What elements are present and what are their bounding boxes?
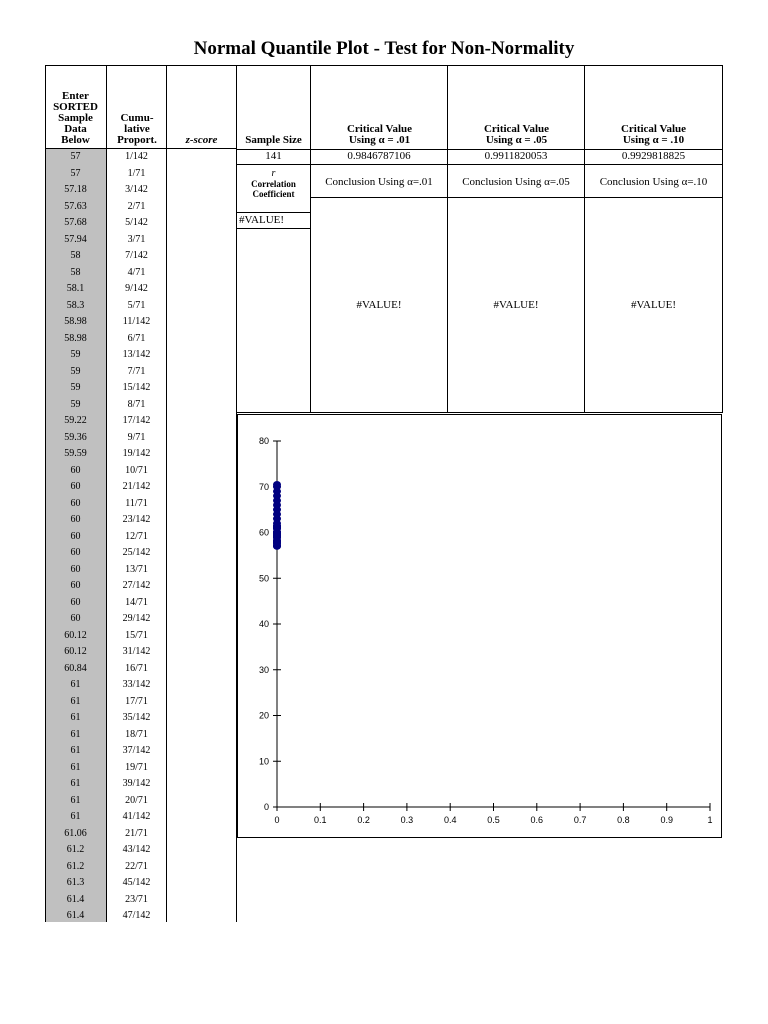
table-row [45, 644, 237, 661]
cumulative-proportion: 15/71 [125, 629, 148, 641]
table-row [45, 413, 237, 430]
data-value[interactable]: 61 [70, 679, 81, 690]
data-value[interactable]: 57.18 [64, 184, 87, 195]
data-value[interactable]: 60 [70, 530, 81, 542]
table-row [45, 298, 237, 315]
cumulative-proportion: 11/71 [125, 497, 148, 509]
cumulative-proportion: 19/142 [122, 448, 151, 459]
data-value[interactable]: 59 [70, 349, 81, 360]
data-value[interactable]: 61.4 [66, 910, 85, 921]
table-row [45, 265, 237, 282]
cumulative-proportion: 16/71 [125, 662, 148, 674]
data-value[interactable]: 58 [70, 250, 81, 261]
table-row [45, 677, 237, 694]
data-value[interactable]: 61 [70, 778, 81, 789]
header-cv-05: Critical Value Using α = .05 [483, 123, 550, 146]
corr-value: #VALUE! [239, 214, 285, 226]
table-row [45, 628, 237, 645]
table-row [45, 875, 237, 892]
table-row [45, 578, 237, 595]
cumulative-proportion: 18/71 [125, 728, 148, 740]
table-row [45, 908, 237, 925]
table-row [45, 149, 237, 166]
data-value[interactable]: 59 [70, 365, 81, 377]
table-row [45, 281, 237, 298]
corr-label-line1: Correlation [251, 179, 296, 189]
data-value[interactable]: 61 [70, 745, 81, 756]
header-cv-10: Critical Value Using α = .10 [620, 123, 687, 146]
x-tick-label: 1 [707, 815, 713, 825]
header-data: Enter SORTED Sample Data Below [53, 90, 98, 146]
table-row [45, 743, 237, 760]
data-value[interactable]: 61 [70, 712, 81, 723]
data-value[interactable]: 57.68 [64, 217, 87, 228]
cumulative-proportion: 9/142 [125, 283, 148, 294]
data-value[interactable]: 59 [70, 398, 81, 410]
table-row [45, 347, 237, 364]
data-value[interactable]: 60 [70, 580, 81, 591]
table-row [45, 479, 237, 496]
data-value[interactable]: 61 [70, 811, 81, 822]
x-tick-label: 0.5 [487, 815, 500, 825]
cumulative-proportion: 2/71 [127, 200, 146, 212]
data-value[interactable]: 58.98 [64, 316, 87, 327]
y-tick-label: 50 [258, 573, 269, 584]
table-row [45, 182, 237, 199]
x-tick-label: 0.6 [530, 815, 544, 825]
summary-divider-3 [584, 65, 585, 412]
data-value[interactable]: 60 [70, 563, 81, 575]
conclusion-value-01: #VALUE! [356, 299, 402, 311]
cumulative-proportion: 1/142 [125, 151, 148, 162]
x-tick-label: 0.9 [660, 815, 673, 825]
cumulative-proportion: 25/142 [122, 547, 151, 558]
cumulative-proportion: 37/142 [122, 745, 151, 756]
corr-label-line2: Coefficient [252, 189, 295, 199]
data-value[interactable]: 61 [70, 695, 81, 707]
data-value[interactable]: 61.3 [66, 877, 85, 888]
y-tick-label: 30 [258, 664, 269, 675]
table-row [45, 727, 237, 744]
cumulative-proportion: 41/142 [122, 811, 151, 822]
table-row [45, 694, 237, 711]
data-value[interactable]: 61.2 [66, 860, 85, 872]
data-value[interactable]: 58.98 [64, 332, 87, 344]
cumulative-proportion: 10/71 [125, 464, 148, 476]
table-row [45, 215, 237, 232]
x-tick-label: 0.7 [573, 815, 587, 825]
cumulative-proportion: 23/71 [125, 893, 148, 905]
y-tick-label: 80 [258, 436, 269, 446]
data-value[interactable]: 60 [70, 613, 81, 624]
x-tick-label: 0 [274, 815, 280, 825]
data-value[interactable]: 59 [70, 382, 81, 393]
data-value[interactable]: 61 [70, 761, 81, 773]
cumulative-proportion: 3/71 [127, 233, 146, 245]
table-row [45, 199, 237, 216]
cumulative-proportion: 1/71 [127, 167, 146, 179]
cumulative-proportion: 29/142 [122, 613, 151, 624]
table-row [45, 496, 237, 513]
table-row [45, 430, 237, 447]
cumulative-proportion: 12/71 [125, 530, 148, 542]
cumulative-proportion: 20/71 [125, 794, 148, 806]
cumulative-proportion: 17/71 [125, 695, 148, 707]
data-value[interactable]: 57.94 [64, 233, 87, 245]
data-value[interactable]: 59.22 [64, 415, 87, 426]
values-bottom-line [237, 164, 723, 165]
header-zscore: z-score [185, 134, 218, 146]
header-cv-01: Critical Value Using α = .01 [346, 123, 413, 146]
data-value[interactable]: 60 [70, 547, 81, 558]
table-row [45, 793, 237, 810]
normal-quantile-chart [238, 415, 721, 837]
cumulative-proportion: 4/71 [127, 266, 146, 278]
cumulative-proportion: 22/71 [125, 860, 148, 872]
x-tick-label: 0.3 [400, 815, 414, 825]
data-value[interactable]: 59.59 [64, 448, 87, 459]
data-value[interactable]: 61.06 [64, 827, 87, 839]
table-row [45, 248, 237, 265]
table-row [45, 314, 237, 331]
conclusion-label-line [311, 197, 723, 198]
cumulative-proportion: 3/142 [125, 184, 148, 195]
cumulative-proportion: 19/71 [125, 761, 148, 773]
data-value[interactable]: 60 [70, 481, 81, 492]
corr-value-line [237, 228, 311, 229]
corr-symbol: r [271, 168, 276, 179]
x-tick-label: 0.8 [617, 815, 630, 825]
data-value[interactable]: 59.36 [64, 431, 87, 443]
x-tick-label: 0.2 [357, 815, 370, 825]
data-value[interactable]: 60 [70, 596, 81, 608]
table-row [45, 842, 237, 859]
cumulative-proportion: 35/142 [122, 712, 151, 723]
table-row [45, 166, 237, 183]
cumulative-proportion: 11/142 [122, 316, 151, 327]
conclusion-label-01: Conclusion Using α=.01 [325, 176, 433, 188]
data-table [45, 65, 237, 922]
page-title: Normal Quantile Plot - Test for Non-Normality [193, 38, 575, 59]
data-point [274, 481, 281, 487]
header-cumulative: Cumu-lative Proport. [117, 112, 157, 146]
y-tick-label: 0 [263, 802, 269, 812]
table-row [45, 397, 237, 414]
data-value[interactable]: 61.4 [66, 893, 85, 905]
table-row [45, 331, 237, 348]
cumulative-proportion: 13/142 [122, 349, 151, 360]
table-row [45, 512, 237, 529]
sample-size-value: 141 [265, 150, 282, 162]
critical-value-10: 0.9929818825 [621, 150, 686, 162]
cumulative-proportion: 8/71 [127, 398, 146, 410]
y-tick-label: 70 [258, 481, 269, 492]
data-value[interactable]: 61 [70, 728, 81, 740]
data-value[interactable]: 58 [70, 266, 81, 278]
table-row [45, 760, 237, 777]
cumulative-proportion: 47/142 [122, 910, 151, 921]
y-tick-label: 40 [258, 619, 269, 629]
y-tick-label: 10 [258, 756, 269, 767]
cumulative-proportion: 15/142 [122, 382, 151, 393]
data-value[interactable]: 60 [70, 497, 81, 509]
table-row [45, 545, 237, 562]
table-row [45, 232, 237, 249]
table-row [45, 859, 237, 876]
cumulative-proportion: 21/71 [125, 827, 148, 839]
cumulative-proportion: 7/142 [125, 250, 148, 261]
critical-value-01: 0.9846787106 [347, 150, 411, 162]
data-value[interactable]: 61 [70, 794, 81, 806]
cumulative-proportion: 33/142 [122, 679, 151, 690]
data-value[interactable]: 57 [70, 151, 81, 162]
table-row [45, 562, 237, 579]
critical-value-05: 0.9911820053 [484, 150, 548, 162]
table-row [45, 826, 237, 843]
cumulative-proportion: 9/71 [127, 431, 146, 443]
data-rows [45, 149, 237, 925]
table-row [45, 446, 237, 463]
table-row [45, 611, 237, 628]
conclusion-value-05: #VALUE! [493, 299, 539, 311]
table-row [45, 529, 237, 546]
cumulative-proportion: 27/142 [122, 580, 151, 591]
table-row [45, 364, 237, 381]
cumulative-proportion: 6/71 [127, 332, 146, 344]
cumulative-proportion: 21/142 [122, 481, 151, 492]
data-value[interactable]: 58.1 [66, 283, 85, 294]
chart-frame [237, 414, 722, 838]
conclusion-value-10: #VALUE! [630, 299, 676, 311]
table-row [45, 710, 237, 727]
summary-table [237, 65, 723, 412]
data-value[interactable]: 60.12 [64, 629, 87, 641]
cumulative-proportion: 17/142 [122, 415, 151, 426]
conclusion-label-05: Conclusion Using α=.05 [462, 176, 570, 188]
table-row [45, 809, 237, 826]
data-value[interactable]: 61.2 [66, 844, 85, 855]
cumulative-proportion: 31/142 [122, 646, 151, 657]
cumulative-proportion: 13/71 [125, 563, 148, 575]
y-tick-label: 20 [258, 710, 269, 721]
data-value[interactable]: 58.3 [66, 299, 85, 311]
table-row [45, 892, 237, 909]
conclusion-label-10: Conclusion Using α=.10 [599, 176, 708, 188]
table-row [45, 380, 237, 397]
data-value[interactable]: 57 [70, 167, 81, 179]
table-row [45, 463, 237, 480]
data-value[interactable]: 60 [70, 514, 81, 525]
cumulative-proportion: 7/71 [127, 365, 146, 377]
summary-divider-2 [447, 65, 448, 412]
table-row [45, 661, 237, 678]
corr-label [237, 169, 310, 199]
table-row [45, 595, 237, 612]
data-value[interactable]: 60 [70, 464, 81, 476]
x-tick-label: 0.1 [314, 815, 327, 825]
cumulative-proportion: 39/142 [122, 778, 151, 789]
table-row [45, 776, 237, 793]
cumulative-proportion: 43/142 [122, 844, 151, 855]
summary-divider-1 [310, 65, 311, 412]
cumulative-proportion: 14/71 [125, 596, 148, 608]
data-value[interactable]: 60.84 [64, 662, 87, 674]
cumulative-proportion: 23/142 [122, 514, 151, 525]
data-value[interactable]: 57.63 [64, 200, 87, 212]
data-value[interactable]: 60.12 [64, 646, 87, 657]
header-sample-size: Sample Size [245, 134, 302, 146]
cumulative-proportion: 5/142 [125, 217, 148, 228]
z-col-extension [236, 838, 237, 922]
x-tick-label: 0.4 [443, 815, 457, 825]
y-tick-label: 60 [258, 527, 269, 538]
cumulative-proportion: 45/142 [122, 877, 151, 888]
cumulative-proportion: 5/71 [127, 299, 146, 311]
